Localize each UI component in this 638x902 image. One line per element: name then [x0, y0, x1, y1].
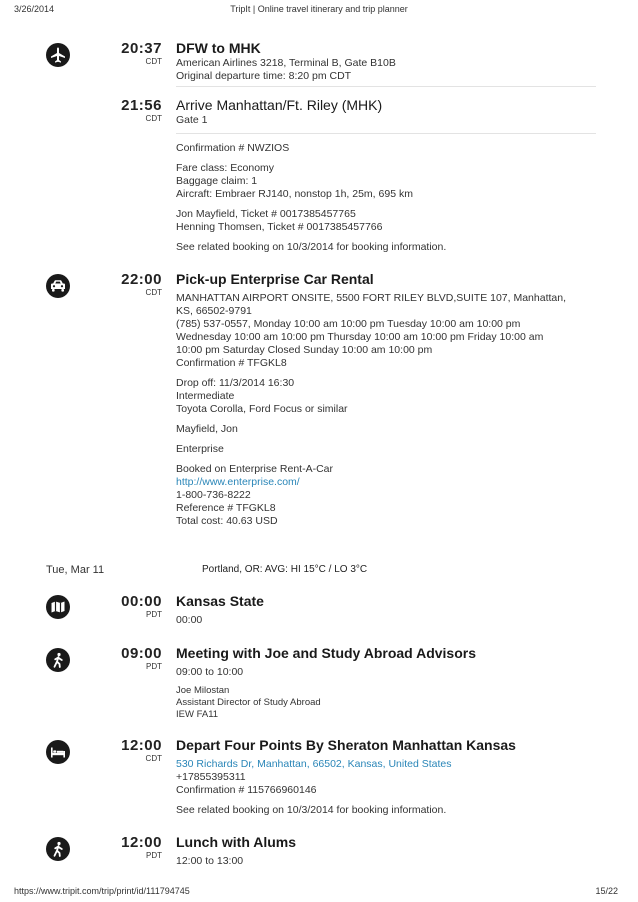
- car-event: [176, 271, 596, 528]
- lunch-timezone: PDT: [146, 851, 162, 860]
- arrive-ticket: Jon Mayfield, Ticket # 0017385457765: [176, 208, 356, 220]
- print-header: [0, 4, 638, 18]
- print-date: 3/26/2014: [14, 4, 55, 14]
- arrive-time-value: 21:56: [121, 97, 162, 114]
- car-address: MANHATTAN AIRPORT ONSITE, 5500 FORT RILEY BLVD,SUITE 107, Manhattan,: [176, 292, 567, 304]
- meeting-room: IEW FA11: [176, 709, 219, 720]
- page-url: https://www.tripit.com/trip/print/id/111794745: [14, 886, 190, 896]
- hotel-confirmation: Confirmation # 115766960146: [176, 784, 317, 796]
- car-class: Intermediate: [176, 390, 235, 402]
- print-title: TripIt | Online travel itinerary and trip planner: [230, 4, 408, 14]
- lunch-title[interactable]: Lunch with Alums: [176, 834, 297, 850]
- meeting-icon: [46, 648, 70, 672]
- meeting-time-value: 09:00: [121, 645, 162, 662]
- meeting-range: 09:00 to 10:00: [176, 666, 244, 678]
- arrive-details: [176, 142, 596, 254]
- car-phone: 1-800-736-8222: [176, 489, 251, 501]
- hotel-title[interactable]: Depart Four Points By Sheraton Manhattan Kansas: [176, 737, 516, 753]
- kstate-event: [176, 593, 596, 627]
- lunch-time-value: 12:00: [121, 834, 162, 851]
- kstate-title[interactable]: Kansas State: [176, 593, 264, 609]
- car-dropoff: Drop off: 11/3/2014 16:30: [176, 377, 295, 389]
- page-number: 15/22: [595, 886, 618, 896]
- walking-icon: [46, 837, 70, 861]
- meeting-event: [176, 645, 596, 721]
- hotel-event: [176, 737, 596, 817]
- car-confirmation: Confirmation # TFGKL8: [176, 357, 287, 369]
- meeting-title[interactable]: Meeting with Joe and Study Abroad Advisors: [176, 645, 476, 661]
- hotel-time-value: 12:00: [121, 737, 162, 754]
- arrive-confirmation: Confirmation # NWZIOS: [176, 142, 290, 154]
- arrive-baggage: Baggage claim: 1: [176, 175, 258, 187]
- flight-line: Original departure time: 8:20 pm CDT: [176, 70, 352, 82]
- arrive-time: [100, 97, 162, 124]
- car-icon: [46, 274, 70, 298]
- kstate-time: [100, 593, 162, 620]
- car-driver: Mayfield, Jon: [176, 423, 238, 435]
- arrive-aircraft: Aircraft: Embraer RJ140, nonstop 1h, 25m, 695 km: [176, 188, 413, 200]
- arrive-gate: Gate 1: [176, 114, 208, 126]
- lunch-event: [176, 834, 596, 868]
- arrive-fare: Fare class: Economy: [176, 162, 275, 174]
- car-booked-on: Booked on Enterprise Rent-A-Car: [176, 463, 333, 475]
- arrive-title: Arrive Manhattan/Ft. Riley (MHK): [176, 97, 383, 113]
- car-hours: (785) 537-0557, Monday 10:00 am 10:00 pm Tuesday 10:00 am 10:00 pm: [176, 318, 521, 330]
- arrive-event: [176, 97, 596, 127]
- car-model: Toyota Corolla, Ford Focus or similar: [176, 403, 348, 415]
- arrive-ticket: Henning Thomsen, Ticket # 0017385457766: [176, 221, 383, 233]
- hotel-timezone: CDT: [145, 754, 162, 763]
- meeting-contact-role: Assistant Director of Study Abroad: [176, 697, 321, 708]
- kstate-detail: 00:00: [176, 614, 203, 626]
- day-date: Tue, Mar 11: [46, 564, 105, 576]
- map-icon: [46, 595, 70, 619]
- car-website-link[interactable]: http://www.enterprise.com/: [176, 476, 300, 488]
- meeting-contact-name: Joe Milostan: [176, 685, 230, 696]
- airplane-icon: [46, 43, 70, 67]
- car-timezone: CDT: [145, 288, 162, 297]
- meeting-timezone: PDT: [146, 662, 162, 671]
- flight-title[interactable]: DFW to MHK: [176, 40, 261, 56]
- car-time: [100, 271, 162, 298]
- hotel-address-link[interactable]: 530 Richards Dr, Manhattan, 66502, Kansas, United States: [176, 758, 452, 770]
- arrive-timezone: CDT: [145, 114, 162, 123]
- lunch-time: [100, 834, 162, 861]
- print-footer: [0, 886, 638, 900]
- lunch-range: 12:00 to 13:00: [176, 855, 244, 867]
- flight-time-value: 20:37: [121, 40, 162, 57]
- car-hours: 10:00 pm Saturday Closed Sunday 10:00 am 10:00 pm: [176, 344, 433, 356]
- flight-line: American Airlines 3218, Terminal B, Gate B10B: [176, 57, 396, 69]
- arrive-related-booking: See related booking on 10/3/2014 for booking information.: [176, 241, 447, 253]
- hotel-phone: +17855395311: [176, 771, 246, 783]
- car-total-cost: Total cost: 40.63 USD: [176, 515, 278, 527]
- car-address: KS, 66502-9791: [176, 305, 252, 317]
- day-weather: Portland, OR: AVG: HI 15°C / LO 3°C: [202, 564, 368, 575]
- bed-icon: [46, 740, 70, 764]
- meeting-time: [100, 645, 162, 672]
- divider: [176, 86, 596, 87]
- kstate-time-value: 00:00: [121, 593, 162, 610]
- car-reference: Reference # TFGKL8: [176, 502, 276, 514]
- car-time-value: 22:00: [121, 271, 162, 288]
- flight-time: [100, 40, 162, 67]
- car-hours: Wednesday 10:00 am 10:00 pm Thursday 10:00 am 10:00 pm Friday 10:00 am: [176, 331, 544, 343]
- car-company: Enterprise: [176, 443, 224, 455]
- divider: [176, 133, 596, 134]
- kstate-timezone: PDT: [146, 610, 162, 619]
- car-title[interactable]: Pick-up Enterprise Car Rental: [176, 271, 374, 287]
- hotel-related-booking: See related booking on 10/3/2014 for booking information.: [176, 804, 447, 816]
- flight-timezone: CDT: [145, 57, 162, 66]
- flight-event: [176, 40, 596, 83]
- hotel-time: [100, 737, 162, 764]
